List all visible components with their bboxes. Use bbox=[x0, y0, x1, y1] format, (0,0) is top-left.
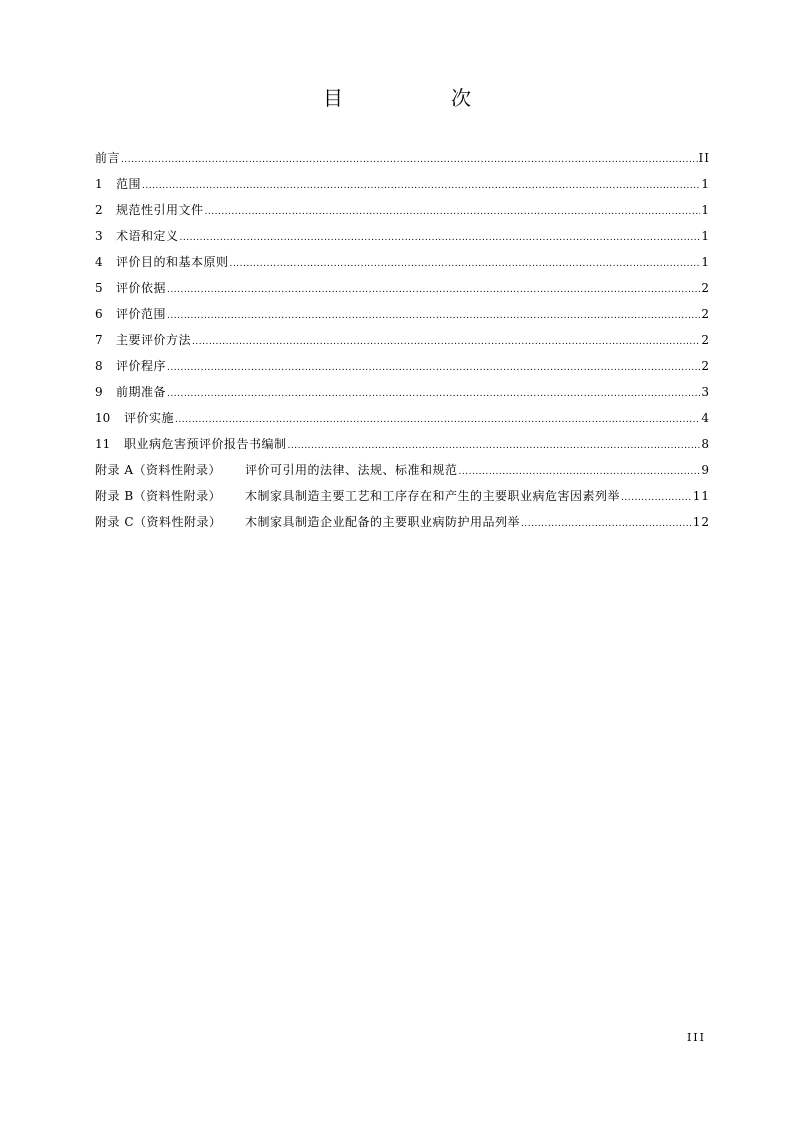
toc-entry-title: 主要评价方法 bbox=[116, 333, 192, 347]
toc-entry-title: 职业病危害预评价报告书编制 bbox=[124, 437, 287, 451]
toc-entry-number: 7 bbox=[95, 333, 103, 347]
toc-leader-dots bbox=[121, 149, 698, 171]
page-title: 目 次 bbox=[323, 86, 515, 110]
toc-entry-appendix-c[interactable] bbox=[95, 511, 710, 537]
toc-entry-page: 2 bbox=[701, 333, 710, 347]
toc-entry-number: 6 bbox=[95, 307, 103, 321]
toc-entry-2[interactable] bbox=[95, 199, 710, 225]
toc-appendix-label: 附录 B（资料性附录） bbox=[95, 489, 222, 503]
toc-entry-appendix-b[interactable] bbox=[95, 485, 710, 511]
toc-entry-page: 1 bbox=[701, 177, 710, 191]
toc-entry-title: 评价依据 bbox=[116, 281, 167, 295]
toc-entry-3[interactable] bbox=[95, 225, 710, 251]
toc-leader-dots bbox=[167, 305, 700, 327]
toc-entry-title: 评价可引用的法律、法规、标准和规范 bbox=[245, 463, 458, 477]
toc-entry-appendix-a[interactable] bbox=[95, 459, 710, 485]
toc-entry-page: 2 bbox=[701, 307, 710, 321]
toc-leader-dots bbox=[230, 253, 701, 275]
toc-entry-title: 规范性引用文件 bbox=[116, 203, 204, 217]
toc-entry-number: 5 bbox=[95, 281, 103, 295]
toc-entry-6[interactable] bbox=[95, 303, 710, 329]
toc-entry-9[interactable] bbox=[95, 381, 710, 407]
toc-entry-title: 木制家具制造主要工艺和工序存在和产生的主要职业病危害因素列举 bbox=[245, 489, 621, 503]
table-of-contents bbox=[95, 147, 710, 537]
toc-entry-8[interactable] bbox=[95, 355, 710, 381]
toc-entry-number: 11 bbox=[95, 437, 111, 451]
toc-entry-number: 2 bbox=[95, 203, 103, 217]
toc-entry-number: 1 bbox=[95, 177, 103, 191]
toc-entry-title: 评价范围 bbox=[116, 307, 167, 321]
toc-entry-title: 木制家具制造企业配备的主要职业病防护用品列举 bbox=[245, 515, 521, 529]
toc-entry-page: 3 bbox=[701, 385, 710, 399]
toc-leader-dots bbox=[167, 279, 700, 301]
toc-leader-dots bbox=[192, 331, 700, 353]
toc-entry-number: 8 bbox=[95, 359, 103, 373]
toc-appendix-label: 附录 A（资料性附录） bbox=[95, 463, 221, 477]
toc-leader-dots bbox=[288, 435, 701, 457]
toc-entry-title: 范围 bbox=[116, 177, 142, 191]
toc-entry-page: 8 bbox=[701, 437, 710, 451]
toc-entry-title: 前期准备 bbox=[116, 385, 167, 399]
toc-entry-title: 评价目的和基本原则 bbox=[116, 255, 229, 269]
toc-leader-dots bbox=[175, 409, 700, 431]
toc-entry-preface[interactable] bbox=[95, 147, 710, 173]
toc-entry-page: 2 bbox=[701, 281, 710, 295]
toc-entry-number: 4 bbox=[95, 255, 103, 269]
toc-entry-page: 1 bbox=[701, 229, 710, 243]
toc-leader-dots bbox=[167, 357, 700, 379]
toc-entry-page: 4 bbox=[701, 411, 710, 425]
toc-entry-title: 前言 bbox=[95, 151, 121, 165]
toc-entry-page: 12 bbox=[692, 515, 710, 529]
toc-entry-title: 评价程序 bbox=[116, 359, 167, 373]
toc-entry-title: 术语和定义 bbox=[116, 229, 179, 243]
toc-entry-7[interactable] bbox=[95, 329, 710, 355]
toc-entry-page: 1 bbox=[701, 255, 710, 269]
toc-entry-page: 1 bbox=[701, 203, 710, 217]
toc-leader-dots bbox=[167, 383, 700, 405]
toc-entry-4[interactable] bbox=[95, 251, 710, 277]
toc-leader-dots bbox=[459, 461, 701, 483]
toc-entry-page: 2 bbox=[701, 359, 710, 373]
toc-entry-5[interactable] bbox=[95, 277, 710, 303]
toc-entry-10[interactable] bbox=[95, 407, 710, 433]
toc-leader-dots bbox=[180, 227, 701, 249]
toc-leader-dots bbox=[142, 175, 700, 197]
toc-entry-page: 9 bbox=[701, 463, 710, 477]
toc-leader-dots bbox=[521, 513, 692, 535]
toc-entry-number: 3 bbox=[95, 229, 103, 243]
page-number: III bbox=[686, 1031, 706, 1044]
toc-leader-dots bbox=[621, 487, 692, 509]
toc-leader-dots bbox=[205, 201, 701, 223]
toc-appendix-label: 附录 C（资料性附录） bbox=[95, 515, 222, 529]
toc-entry-1[interactable] bbox=[95, 173, 710, 199]
toc-entry-number: 10 bbox=[95, 411, 111, 425]
toc-entry-page: 11 bbox=[692, 489, 710, 503]
toc-entry-title: 评价实施 bbox=[124, 411, 175, 425]
toc-entry-11[interactable] bbox=[95, 433, 710, 459]
toc-entry-number: 9 bbox=[95, 385, 103, 399]
toc-entry-page: II bbox=[698, 151, 710, 165]
